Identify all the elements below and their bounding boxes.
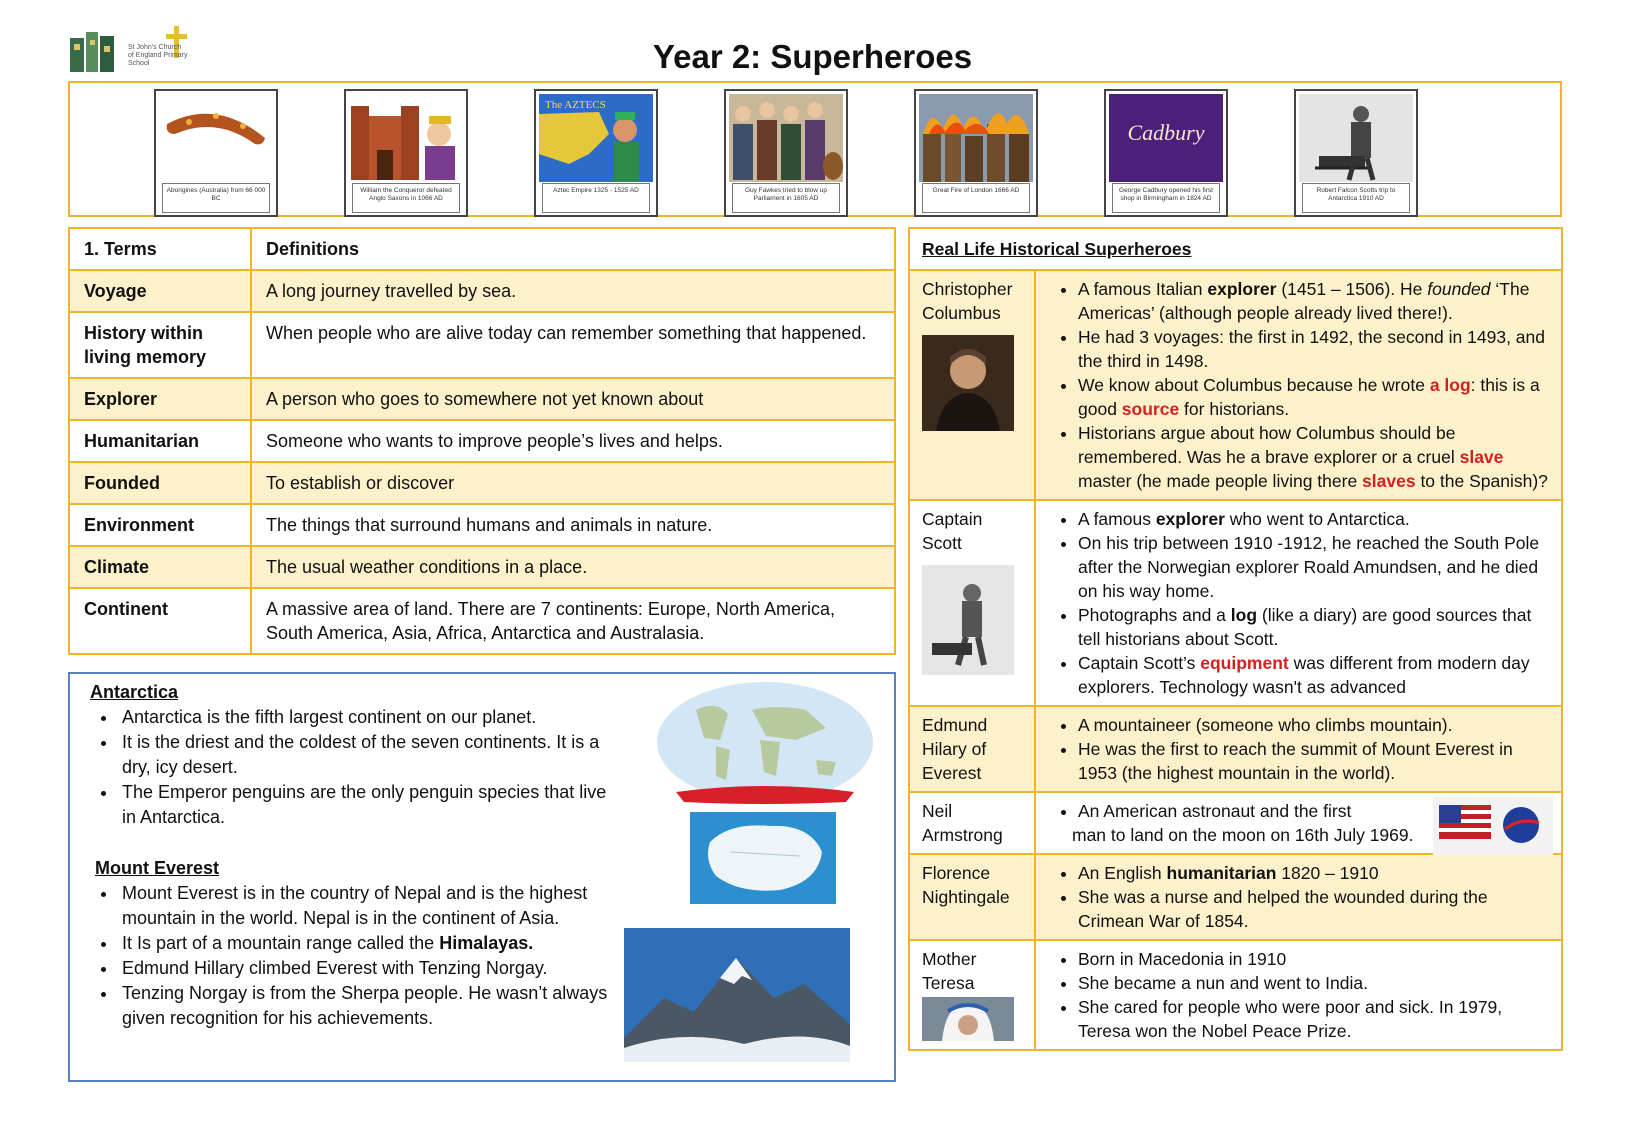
fact-text: We know about Columbus because he wrote	[1078, 375, 1430, 395]
definition-cell: When people who are alive today can remember something that happened.	[251, 312, 895, 378]
definition-cell: A long journey travelled by sea.	[251, 270, 895, 312]
list-item	[1078, 277, 1549, 325]
fact-text: Historians argue about how Columbus should be remembered. Was he a brave explorer or a cruel	[1078, 423, 1460, 467]
heroes-table	[908, 227, 1563, 1051]
term-cell: Founded	[69, 462, 251, 504]
term-cell: Explorer	[69, 378, 251, 420]
list-item: • A mountaineer (someone who climbs mountain).	[1078, 713, 1549, 737]
everest-heading: Mount Everest	[95, 858, 220, 878]
antarctica-section	[90, 682, 610, 830]
list-item: • On his trip between 1910 -1912, he reached the South Pole after the Norwegian explorer Roald Amundsen, and he died on his way home.	[1078, 531, 1549, 603]
himalaya-keyword: Himalayas.	[439, 933, 534, 953]
guy-fawkes-icon	[729, 94, 843, 182]
list-item	[1078, 507, 1549, 531]
term-cell: Climate	[69, 546, 251, 588]
term-cell: Environment	[69, 504, 251, 546]
list-item: • He was the first to reach the summit of Mount Everest in 1953 (the highest mountain in the world).	[1078, 737, 1549, 785]
fact-text: master (he made people living there	[1078, 471, 1363, 491]
antarctica-map-image	[690, 812, 836, 904]
everest-bullets	[90, 881, 630, 1031]
table-row	[69, 420, 895, 462]
hero-facts-cell	[1035, 854, 1562, 940]
definition-cell: A massive area of land. There are 7 continents: Europe, North America, South America, Asia, Africa, Antarctica and Australasia.	[251, 588, 895, 654]
definition-cell: The usual weather conditions in a place.	[251, 546, 895, 588]
hero-facts-cell	[1035, 270, 1562, 500]
fact-text: Captain Scott’s	[1078, 653, 1201, 673]
table-row	[909, 792, 1562, 854]
table-row	[69, 312, 895, 378]
fact-text: : this is a good	[1078, 375, 1540, 419]
term-cell: Voyage	[69, 270, 251, 312]
heroes-heading: Real Life Historical Superheroes	[909, 228, 1562, 270]
page-title: Year 2: Superheroes	[652, 38, 973, 75]
antarctica-bullets	[90, 705, 610, 830]
hero-name-cell: Edmund Hilary of Everest	[909, 706, 1035, 792]
hero-name-cell: Neil Armstrong	[909, 792, 1035, 854]
fact-keyword: a log	[1429, 375, 1471, 395]
timeline-caption: Guy Fawkes tried to blow up Parliament in 1605 AD	[732, 183, 840, 213]
list-item: • She became a nun and went to India.	[1078, 971, 1549, 995]
boomerang-icon	[159, 94, 273, 182]
antarctica-heading: Antarctica	[90, 682, 179, 702]
columbus-portrait	[922, 335, 1014, 431]
fact-text: An English	[1078, 863, 1167, 883]
cadbury-picture-label: Cadbury	[1127, 120, 1205, 145]
fact-text: to the Spanish)?	[1415, 471, 1548, 491]
table-row	[909, 706, 1562, 792]
hero-name-cell	[909, 940, 1035, 1050]
cadbury-icon	[1109, 94, 1223, 182]
hero-facts-cell	[1035, 706, 1562, 792]
list-item: • She cared for people who were poor and sick. In 1979, Teresa won the Nobel Peace Prize.	[1078, 995, 1549, 1043]
aztec-map-icon	[539, 94, 653, 182]
fact-text: Photographs and a	[1078, 605, 1231, 625]
timeline-caption: William the Conqueror defeated Anglo Saxons in 1066 AD	[352, 183, 460, 213]
table-row	[69, 588, 895, 654]
hero-name: Christopher Columbus	[922, 279, 1013, 323]
list-item: • She was a nurse and helped the wounded during the Crimean War of 1854.	[1078, 885, 1549, 933]
terms-header-row	[69, 228, 895, 270]
hero-name: Captain Scott	[922, 509, 983, 553]
definition-cell: The things that surround humans and animals in nature.	[251, 504, 895, 546]
hero-facts	[1048, 507, 1549, 699]
table-row	[69, 546, 895, 588]
table-row	[69, 504, 895, 546]
timeline-caption: Robert Falcon Scotts trip to Antarctica 1910 AD	[1302, 183, 1410, 213]
fact-keyword: slave	[1459, 447, 1504, 467]
school-name: St John's Church of England Primary School	[128, 44, 188, 67]
fact-text: A famous	[1078, 509, 1156, 529]
list-item	[1078, 861, 1549, 885]
flags-image	[1433, 797, 1553, 855]
definition-cell: Someone who wants to improve people’s lives and helps.	[251, 420, 895, 462]
teresa-photo	[922, 997, 1014, 1041]
fact-text: for historians.	[1179, 399, 1290, 419]
timeline-card	[154, 89, 278, 217]
timeline-card	[724, 89, 848, 217]
timeline-card	[1104, 89, 1228, 217]
list-item	[1078, 603, 1549, 651]
timeline-caption: Aztec Empire 1325 - 1525 AD	[542, 183, 650, 213]
antarctic-sled-icon	[1299, 94, 1413, 182]
timeline-caption: Aborigines (Australia) from 66 000 BC	[162, 183, 270, 213]
fact-text: was different from modern day explorers. Technology wasn't as advanced	[1078, 653, 1530, 697]
term-cell: Humanitarian	[69, 420, 251, 462]
definitions-column-header: Definitions	[251, 228, 895, 270]
fact-keyword: source	[1121, 399, 1180, 419]
fact-keyword: equipment	[1200, 653, 1289, 673]
list-item: • It is the driest and the coldest of the seven continents. It is a dry, icy desert.	[118, 730, 610, 780]
heroes-header-row	[909, 228, 1562, 270]
list-item: • Born in Macedonia in 1910	[1078, 947, 1549, 971]
list-item	[1078, 421, 1549, 493]
timeline-card	[1294, 89, 1418, 217]
fact-text: ‘The Americas’ (although people already lived there!).	[1078, 279, 1530, 323]
list-item	[118, 931, 630, 956]
fact-text: A famous Italian	[1078, 279, 1208, 299]
fact-italic: founded	[1427, 279, 1491, 299]
terms-column-header: 1. Terms	[69, 228, 251, 270]
hero-name: Mother Teresa	[922, 949, 977, 993]
table-row	[909, 940, 1562, 1050]
definition-cell: A person who goes to somewhere not yet known about	[251, 378, 895, 420]
fact-keyword: explorer	[1155, 509, 1225, 529]
castle-icon	[349, 94, 463, 182]
timeline-card	[344, 89, 468, 217]
timeline-card	[914, 89, 1038, 217]
terms-table	[68, 227, 896, 655]
list-item: • He had 3 voyages: the first in 1492, the second in 1493, and the third in 1498.	[1078, 325, 1549, 373]
scott-photo	[922, 565, 1014, 675]
geography-box	[68, 672, 896, 1082]
list-item	[1078, 373, 1549, 421]
hero-facts-cell	[1035, 500, 1562, 706]
list-item: • Antarctica is the fifth largest continent on our planet.	[118, 705, 610, 730]
fact-continuation: man to land on the moon on 16th July 1969.	[1072, 825, 1414, 845]
everest-section	[90, 858, 630, 1031]
himalaya-text: It Is part of a mountain range called the	[122, 933, 440, 953]
table-row	[69, 378, 895, 420]
table-row	[909, 854, 1562, 940]
everest-photo	[624, 928, 850, 1062]
hero-facts-cell	[1035, 940, 1562, 1050]
fact-keyword: log	[1230, 605, 1258, 625]
great-fire-icon	[919, 94, 1033, 182]
timeline-strip	[68, 81, 1562, 217]
hero-name-cell	[909, 500, 1035, 706]
term-cell: History within living memory	[69, 312, 251, 378]
list-item: • Tenzing Norgay is from the Sherpa people. He wasn’t always given recognition for his achievements.	[118, 981, 630, 1031]
hero-facts	[1048, 713, 1549, 785]
fact-text: 1820 – 1910	[1276, 863, 1379, 883]
term-cell: Continent	[69, 588, 251, 654]
fact-text: who went to Antarctica.	[1224, 509, 1410, 529]
list-item	[1078, 651, 1549, 699]
fact-keyword: slaves	[1362, 471, 1416, 491]
aztec-picture-label: The AZTECS	[545, 99, 606, 111]
fact-keyword: humanitarian	[1166, 863, 1277, 883]
table-row	[909, 270, 1562, 500]
list-item: • An American astronaut and the first	[1078, 799, 1549, 823]
fact-text: (like a diary) are good sources that tell historians about Scott.	[1078, 605, 1532, 649]
hero-name-cell: Florence Nightingale	[909, 854, 1035, 940]
hero-facts	[1048, 277, 1549, 493]
fact-text: (1451 – 1506). He	[1276, 279, 1428, 299]
list-item: • Mount Everest is in the country of Nepal and is the highest mountain in the world. Nepal is in the continent of Asia.	[118, 881, 630, 931]
timeline-card	[534, 89, 658, 217]
list-item: • Edmund Hillary climbed Everest with Tenzing Norgay.	[118, 956, 630, 981]
timeline-caption: Great Fire of London 1666 AD	[922, 183, 1030, 213]
hero-facts	[1048, 861, 1549, 933]
fact-keyword: explorer	[1207, 279, 1277, 299]
table-row	[909, 500, 1562, 706]
world-map-image	[656, 680, 874, 808]
timeline-caption: George Cadbury opened his first shop in Birmingham in 1824 AD	[1112, 183, 1220, 213]
hero-name-cell	[909, 270, 1035, 500]
definition-cell: To establish or discover	[251, 462, 895, 504]
hero-facts	[1048, 947, 1549, 1043]
table-row	[69, 270, 895, 312]
table-row	[69, 462, 895, 504]
hero-facts-cell	[1035, 792, 1562, 854]
list-item: • The Emperor penguins are the only penguin species that live in Antarctica.	[118, 780, 610, 830]
